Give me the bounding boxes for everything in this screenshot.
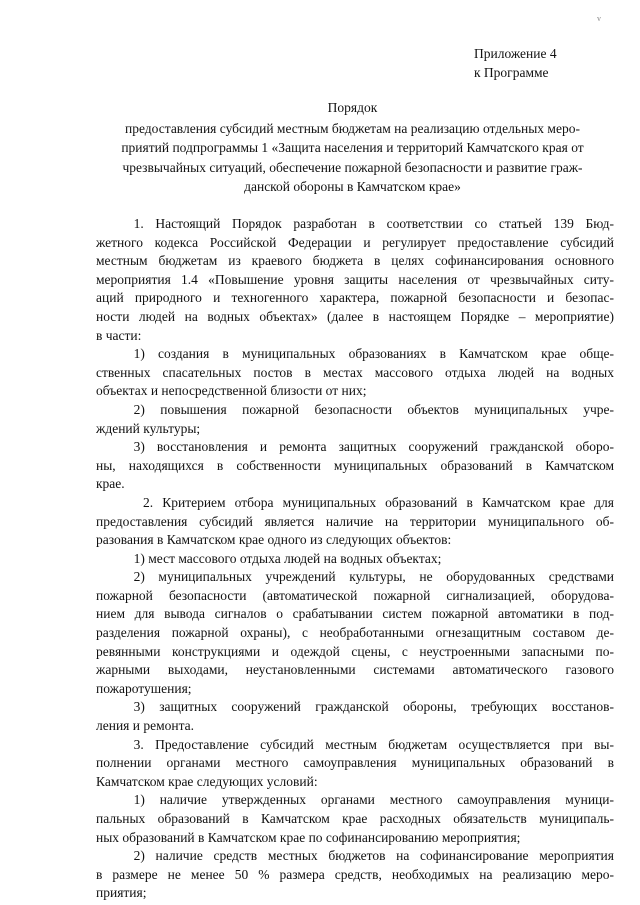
body-line: 3) восстановления и ремонта защитных сооружений гражданской оборо- (133, 439, 614, 455)
body-line: 2) повышения пожарной безопасности объектов муниципальных учре- (133, 401, 614, 417)
page-corner-mark: v (597, 14, 601, 23)
body-line: пальных образований в Камчатском крае расходных обязательств муниципаль- (96, 811, 614, 826)
body-line: жетного кодекса Российской Федерации и регулирует предоставление субсидий (96, 234, 614, 250)
body-line: ления и ремонта. (96, 718, 195, 734)
body-line: мероприятия 1.4 «Повышение уровня защиты населения от чрезвычайных ситу- (96, 271, 614, 287)
body-line: разования в Камчатском крае одного из следующих объектов: (96, 532, 452, 548)
title-line: приятий подпрограммы 1 «Защита населения и территорий Камчатского края от (121, 140, 584, 155)
body-line: объектах и непосредственной близости от них; (96, 383, 367, 399)
body-line: ны, находящихся в собственности муниципальных образований в Камчатском (96, 457, 614, 473)
appendix-header (474, 44, 557, 82)
appendix-program: к Программе (474, 65, 549, 80)
body-line: 3) защитных сооружений гражданской обороны, требующих восстанов- (133, 699, 614, 715)
body-line: 3. Предоставление субсидий местным бюджетам осуществляется при вы- (133, 736, 614, 752)
body-line: крае. (96, 476, 125, 492)
body-line: предоставления субсидий является наличие на территории муниципального об- (96, 513, 614, 529)
body-line: в части: (96, 327, 142, 343)
body-line: 1) мест массового отдыха людей на водных объектах; (133, 550, 442, 566)
body-line: пожарной безопасности (автоматической пожарной сигнализацией, оборудова- (96, 587, 614, 603)
body-line: Камчатском крае следующих условий: (96, 773, 318, 789)
title-line: данской обороны в Камчатском крае» (244, 179, 461, 194)
body-line: в размере не менее 50 % размера средств, необходимых на реализацию меро- (96, 866, 614, 882)
document-body (96, 215, 614, 903)
title-line: предоставления субсидий местным бюджетам на реализацию отдельных меро- (125, 120, 580, 136)
body-line: 1) наличие утвержденных органами местного самоуправления муници- (133, 792, 614, 808)
body-line: полнении органами местного самоуправления муниципальных образований в (96, 755, 614, 771)
body-line: ственных спасательных постов в местах массового отдыха людей на водных (96, 364, 614, 380)
body-line: 2) муниципальных учреждений культуры, не оборудованных средствами (133, 569, 614, 585)
body-line: ревянными конструкциями и одеждой сцены, с неустроенными запасными по- (96, 643, 614, 659)
appendix-number: Приложение 4 (474, 46, 557, 61)
body-line: нием для вывода сигналов о срабатывании систем пожарной автоматики в под- (96, 606, 614, 622)
body-line: ных образований в Камчатском крае по софинансированию мероприятия; (96, 829, 521, 845)
body-line: ждений культуры; (96, 420, 201, 436)
body-line: разделения пожарной охраны), с необработанными огнезащитным составом де- (96, 625, 614, 641)
body-line: ности людей на водных объектах» (далее в настоящем Порядке – мероприятие) (96, 308, 614, 324)
body-line: 1. Настоящий Порядок разработан в соответствии со статьей 139 Бюд- (133, 216, 614, 231)
body-line: 2) наличие средств местных бюджетов на софинансирование мероприятия (133, 848, 614, 864)
body-line: 1) создания в муниципальных образованиях в Камчатском крае обще- (133, 346, 614, 362)
title-line: чрезвычайных ситуаций, обеспечение пожарной безопасности и развитие граж- (122, 159, 583, 175)
body-line: приятия; (96, 885, 147, 901)
body-line: пожаротушения; (96, 680, 192, 696)
document-title (90, 98, 615, 197)
body-line: местным бюджетам из краевого бюджета в целях софинансирования основного (96, 253, 614, 269)
body-line: аций природного и техногенного характера, пожарной безопасности и безопас- (96, 290, 614, 306)
body-line: 2. Критерием отбора муниципальных образований в Камчатском крае для (143, 494, 614, 510)
body-line: жарными выходами, неустановленными системами автоматического газового (96, 662, 614, 678)
title-word: Порядок (327, 100, 378, 115)
